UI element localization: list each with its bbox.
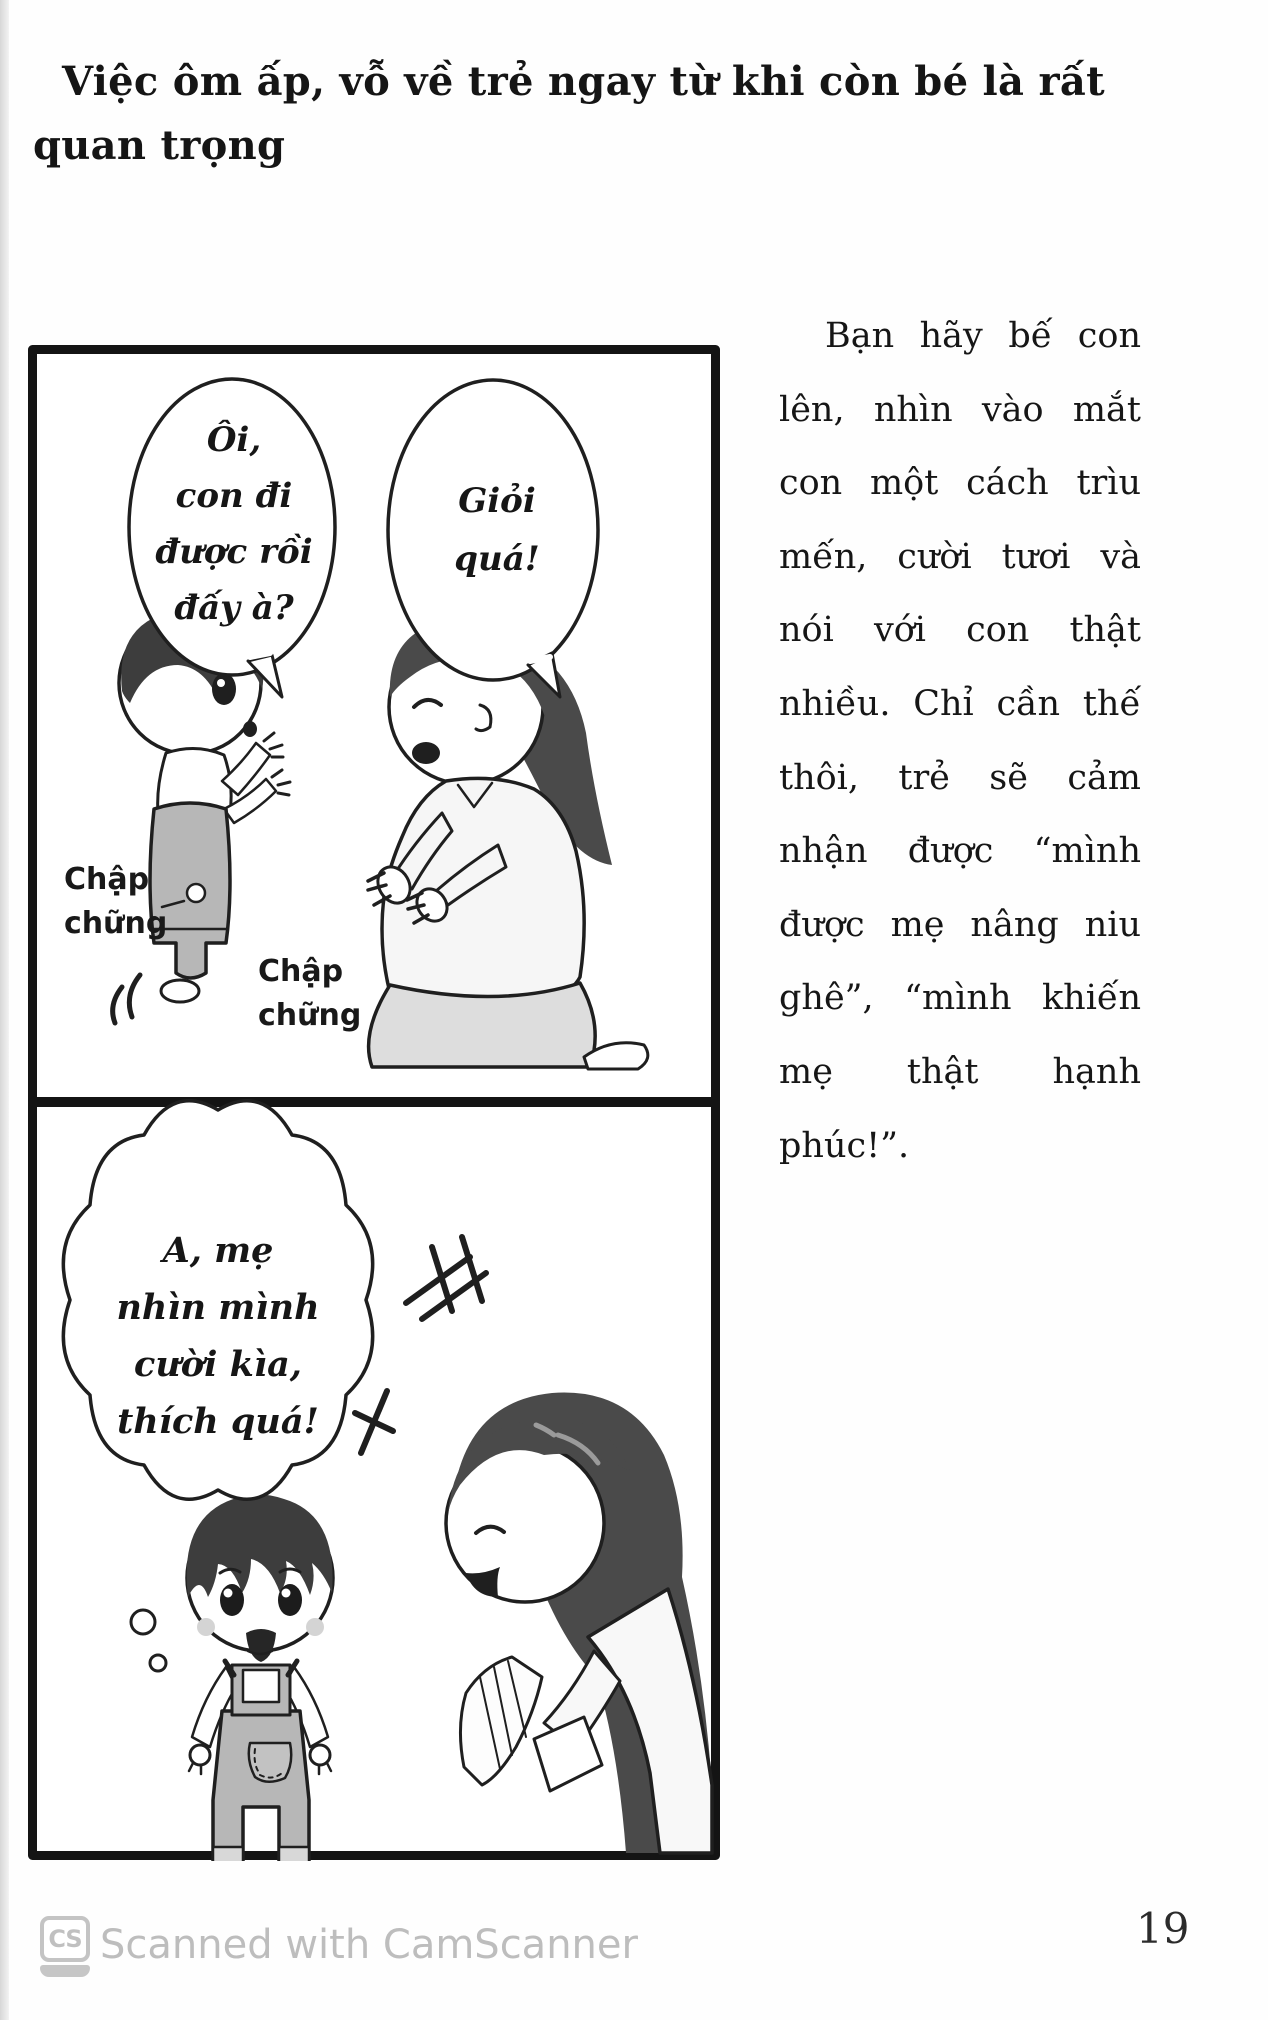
sfx-line: chững bbox=[258, 998, 362, 1033]
sfx-line: Chập bbox=[258, 954, 344, 989]
bubble-line: quá! bbox=[454, 539, 540, 579]
page-title bbox=[33, 50, 1133, 178]
thought-bubble-text bbox=[98, 1222, 338, 1450]
title-line-1: Việc ôm ấp, vỗ về trẻ ngay từ khi còn bé là rất bbox=[62, 58, 1105, 105]
bubble-line: Giỏi bbox=[458, 481, 536, 521]
paragraph-line: được mẹ nâng niu bbox=[779, 904, 1141, 945]
bubble-line: con đi bbox=[175, 476, 293, 516]
page-number: 19 bbox=[1136, 1904, 1190, 1953]
thought-line: thích quá! bbox=[117, 1401, 319, 1442]
thought-line: A, mẹ bbox=[162, 1230, 274, 1271]
paragraph-line: nhận được “mình bbox=[779, 831, 1141, 872]
bubble-line: Ôi, bbox=[206, 420, 262, 460]
camscanner-logo-box: CS bbox=[40, 1916, 90, 1962]
camscanner-logo-strip bbox=[40, 1965, 90, 1977]
paragraph-line: thôi, trẻ sẽ cảm bbox=[779, 757, 1141, 798]
open-mouth bbox=[412, 742, 440, 764]
sfx-line: Chập bbox=[64, 862, 150, 897]
paragraph-line: ghê”, “mình khiến bbox=[779, 978, 1141, 1019]
sfx-label-right bbox=[258, 950, 388, 1038]
bubble-line: được rồi bbox=[155, 532, 313, 572]
camscanner-logo bbox=[40, 1916, 90, 1978]
paragraph-line: Bạn hãy bế con bbox=[825, 316, 1141, 356]
sfx-line: chững bbox=[64, 906, 168, 941]
paragraph-line: nhiều. Chỉ cần thế bbox=[779, 683, 1141, 724]
bubble-line: đấy à? bbox=[174, 588, 294, 628]
paragraph-line: phúc!”. bbox=[779, 1125, 910, 1166]
paragraph-line: mến, cười tươi và bbox=[779, 536, 1141, 577]
paragraph-line: lên, nhìn vào mắt bbox=[779, 389, 1141, 430]
sfx-label-left bbox=[64, 858, 194, 946]
speech-bubble-1-text bbox=[132, 412, 336, 636]
body-paragraph bbox=[779, 300, 1141, 1183]
scan-edge-shadow bbox=[0, 0, 9, 2020]
speech-bubble-2-text bbox=[437, 472, 557, 588]
camscanner-watermark-text: Scanned with CamScanner bbox=[100, 1922, 638, 1968]
title-line-2: quan trọng bbox=[33, 122, 286, 169]
paragraph-line: con một cách trìu bbox=[779, 463, 1141, 504]
thought-line: nhìn mình bbox=[116, 1287, 320, 1328]
paragraph-line: mẹ thật hạnh bbox=[779, 1051, 1141, 1092]
thought-line: cười kìa, bbox=[134, 1344, 302, 1385]
paragraph-line: nói với con thật bbox=[779, 610, 1141, 651]
